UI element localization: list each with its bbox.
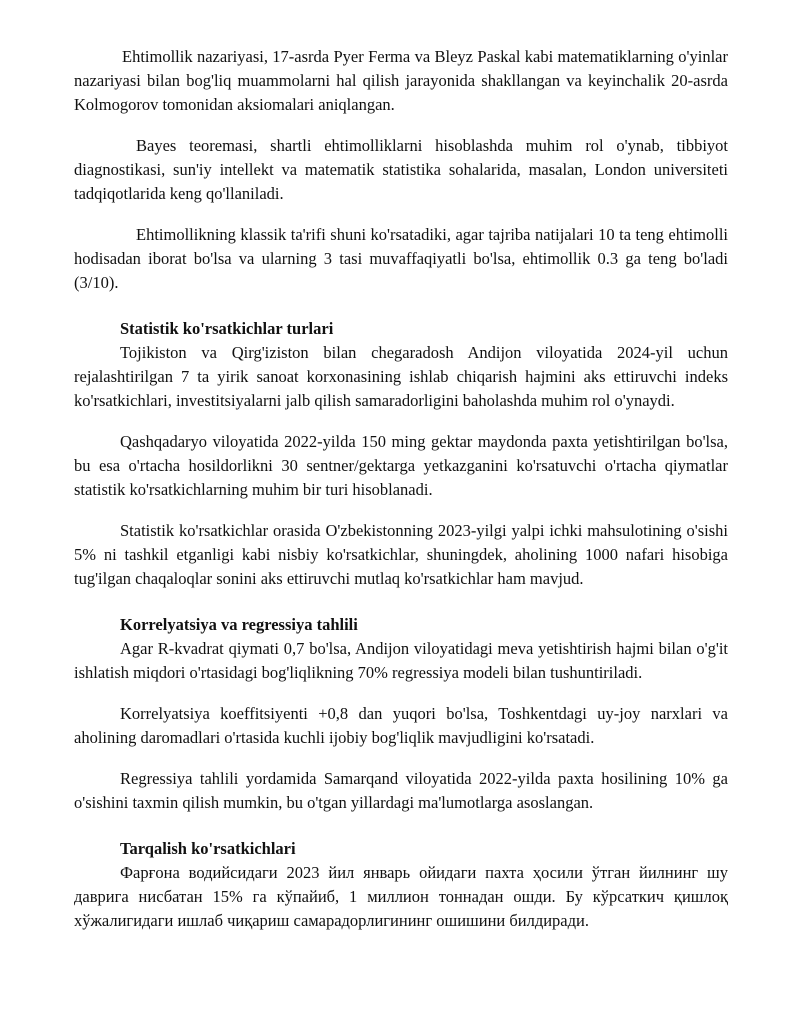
paragraph-classical-probability: Ehtimollikning klassik ta'rifi shuni ko'rsatadiki, agar tajriba natijalari 10 ta teng ehtimolli hodisadan iborat bo'lsa va ularning 3 tasi muvaffaqiyatli bo'lsa, ehtimollik 0.3 ga teng bo'ladi (3/10). [74,225,728,292]
section-heading-correlation-regression: Korrelyatsiya va regressiya tahlili [120,615,358,634]
paragraph-qashqadaryo-cotton: Qashqadaryo viloyatida 2022-yilda 150 ming gektar maydonda paxta yetishtirilgan bo'lsa, bu esa o'rtacha hosildorlikni 30 sentner/gektarga yetkazganini ko'rsatuvchi o'rtacha qiymatlar statistik ko'rsatkichlarning muhim bir turi hisoblanadi. [74,432,728,499]
paragraph-r-squared: Agar R-kvadrat qiymati 0,7 bo'lsa, Andijon viloyatidagi meva yetishtirish hajmi bilan o'g'it ishlatish miqdori o'rtasidagi bog'liqlikning 70% regressiya modeli bilan tushuntiriladi. [74,639,728,682]
paragraph-regression-forecast: Regressiya tahlili yordamida Samarqand viloyatida 2022-yilda paxta hosilining 10% ga o'sishini taxmin qilish mumkin, bu o'tgan yillardagi ma'lumotlarga asoslangan. [74,769,728,812]
section-heading-dispersion-indicators: Tarqalish ko'rsatkichlari [120,839,296,858]
paragraph-probability-history: Ehtimollik nazariyasi, 17-asrda Pyer Ferma va Bleyz Paskal kabi matematiklarning o'yinlar nazariyasi bilan bog'liq muammolarni hal qilish jarayonida shakllangan va keyinchalik 20-asrda Kolmogorov tomonidan aksiomalari aniqlangan. [74,47,728,114]
paragraph-andijon-index: Tojikiston va Qirg'iziston bilan chegaradosh Andijon viloyatida 2024-yil uchun rejalashtirilgan 7 ta yirik sanoat korxonasining ishlab chiqarish hajmini aks ettiruvchi indeks ko'rsatkichlari, investitsiyalarni jalb qilish samaradorligini baholashda muhim rol o'ynaydi. [74,343,728,410]
paragraph-correlation-coefficient: Korrelyatsiya koeffitsiyenti +0,8 dan yuqori bo'lsa, Toshkentdagi uy-joy narxlari va aholining daromadlari o'rtasida kuchli ijobiy bog'liqlik mavjudligini ko'rsatadi. [74,704,728,747]
paragraph-bayes-theorem: Bayes teoremasi, shartli ehtimolliklarni hisoblashda muhim rol o'ynab, tibbiyot diagnostikasi, sun'iy intellekt va matematik statistika sohalarida, masalan, London universiteti tadqiqotlarida keng qo'llaniladi. [74,136,728,203]
paragraph-relative-absolute-indicators: Statistik ko'rsatkichlar orasida O'zbekistonning 2023-yilgi yalpi ichki mahsulotining o'sishi 5% ni tashkil etganligi kabi nisbiy ko'rsatkichlar, shuningdek, aholining 1000 nafari hisobiga tug'ilgan chaqaloqlar sonini aks ettiruvchi mutlaq ko'rsatkichlar ham mavjud. [74,521,728,588]
section-heading-statistical-indicators: Statistik ko'rsatkichlar turlari [120,319,334,338]
paragraph-fergana-cotton: Фарғона водийсидаги 2023 йил январь ойидаги пахта ҳосили ўтган йилнинг шу даврига нисбатан 15% га кўпайиб, 1 миллион тоннадан ошди. Бу кўрсаткич қишлоқ хўжалигидаги ишлаб чиқариш самарадорлигининг ошишини билдиради. [74,863,728,930]
